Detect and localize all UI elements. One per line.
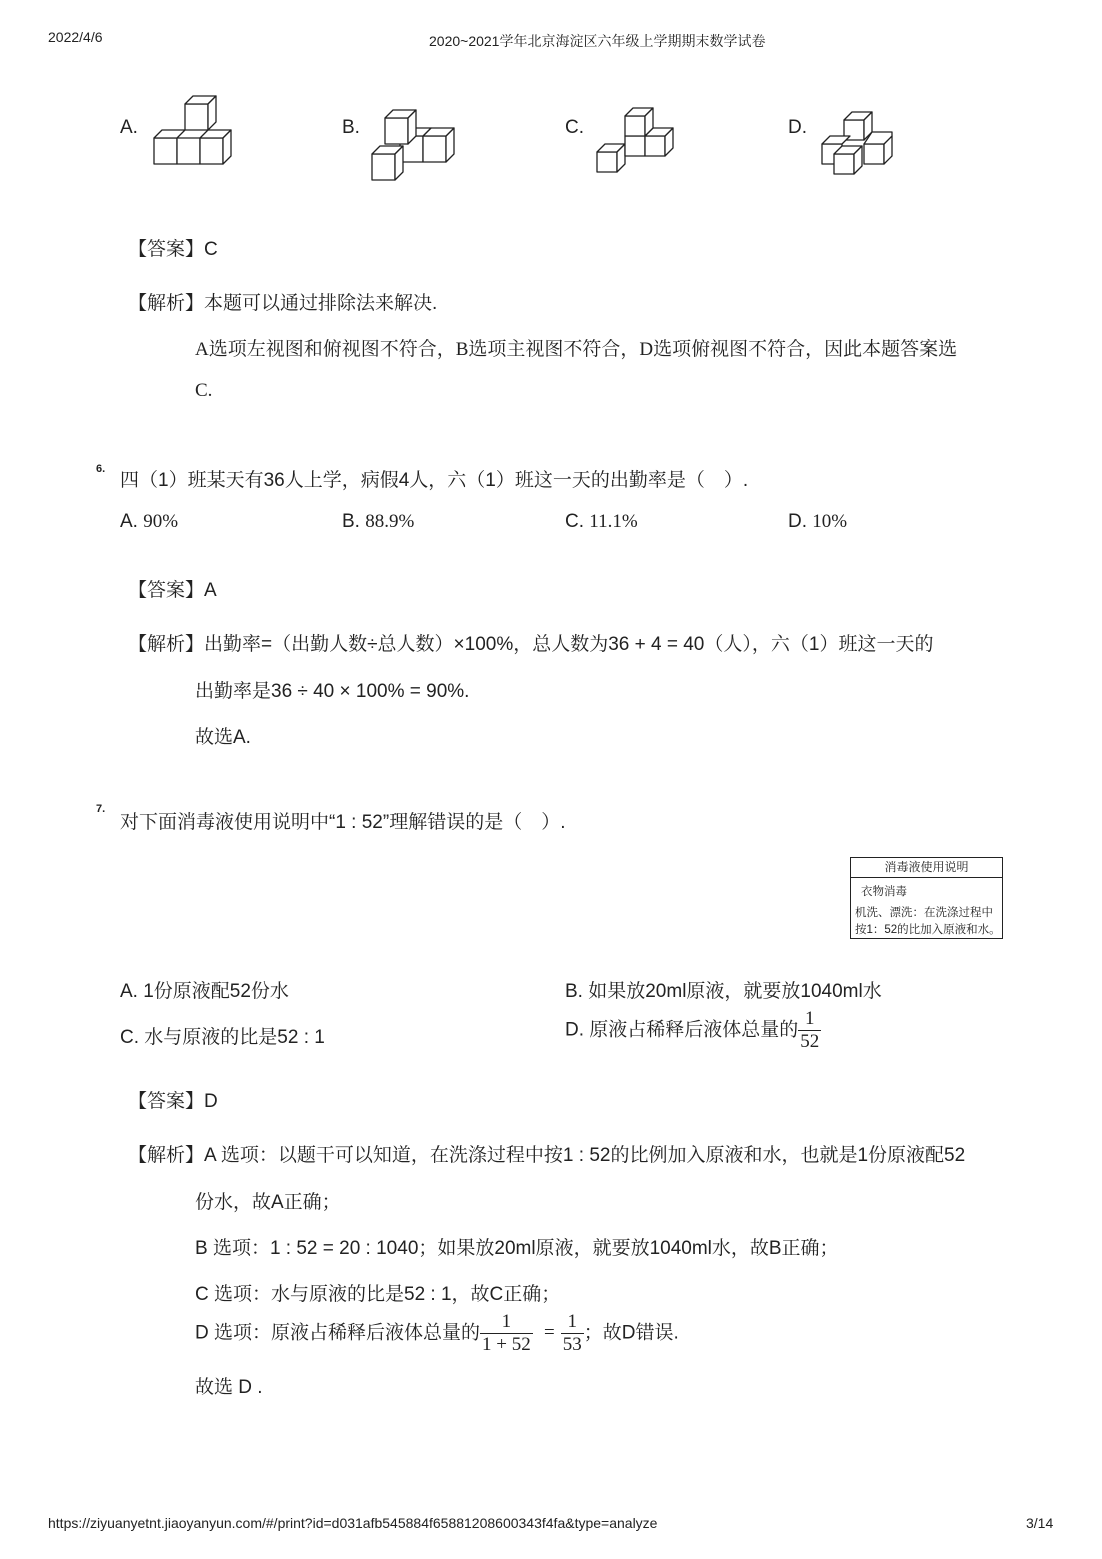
q7-stem: 对下面消毒液使用说明中“1 : 52”理解错误的是（ ）. <box>120 812 566 833</box>
q6-option-d <box>788 511 847 533</box>
q6-answer <box>128 575 217 602</box>
q6-stem: 四（1）班某天有36人上学，病假4人，六（1）班这一天的出勤率是（ ）. <box>120 470 749 491</box>
answer-label: 【答案】 <box>128 580 205 601</box>
analysis-label: 【解析】 <box>128 1145 205 1166</box>
option-text: 88.9% <box>365 511 415 532</box>
notice-title: 消毒液使用说明 <box>851 858 1002 878</box>
fraction-denominator: 1 + 52 <box>482 1333 531 1355</box>
q5-option-b-figure <box>370 110 470 185</box>
source-url-link[interactable]: https://ziyuanyetnt.jiaoyanyun.com/#/print?id=d031afb545884f65881208600343f4fa&type=analyze <box>48 1515 658 1531</box>
analysis-label: 【解析】 <box>128 293 205 314</box>
q7-analysis-line4: C 选项：水与原液的比是52 : 1，故C正确； <box>195 1284 561 1305</box>
analysis-intro: 本题可以通过排除法来解决. <box>204 293 438 314</box>
notice-line-3: 按1：52的比加入原液和水。 <box>855 924 1001 936</box>
answer-value: D <box>204 1091 218 1112</box>
option-text: 11.1% <box>589 511 638 532</box>
q6-analysis <box>128 629 933 656</box>
analysis-line1: 出勤率=（出勤人数÷总人数）×100%，总人数为36 + 4 = 40（人），六（1）班这一天的 <box>204 634 934 655</box>
q7-option-d <box>565 1008 821 1053</box>
option-text: 90% <box>143 511 179 532</box>
q6-analysis-line3: 故选A. <box>195 727 251 748</box>
q5-option-d-figure <box>820 112 910 180</box>
q7-answer <box>128 1086 218 1113</box>
q7-number: 7. <box>96 803 106 815</box>
analysis-line1: A 选项：以题干可以知道，在洗涤过程中按1 : 52的比例加入原液和水，也就是1份原液配52 <box>204 1145 966 1166</box>
q6-analysis-line2: 出勤率是36 ÷ 40 × 100% = 90%. <box>195 681 470 702</box>
q5-analysis <box>128 288 437 315</box>
option-text: 10% <box>812 511 848 532</box>
q5-option-c-figure <box>595 110 685 175</box>
q5-analysis-line1: A选项左视图和俯视图不符合，B选项主视图不符合，D选项俯视图不符合，因此本题答案选 <box>195 339 958 360</box>
fraction-numerator: 1 <box>805 1008 815 1029</box>
analysis-label: 【解析】 <box>128 634 205 655</box>
q7-option-b: B. 如果放20ml原液，就要放1040ml水 <box>565 981 882 1002</box>
q6-option-a <box>120 511 178 533</box>
q5-option-b-label: B. <box>342 117 360 138</box>
q6-number: 6. <box>96 463 106 475</box>
option-letter: A. <box>120 511 138 532</box>
q6-option-c <box>565 511 638 533</box>
document-title: 2020~2021学年北京海淀区六年级上学期期末数学试卷 <box>429 33 766 49</box>
fraction-numerator: 1 <box>501 1311 512 1332</box>
fraction-one-over-53 <box>561 1311 584 1356</box>
q7-analysis-line5 <box>195 1311 679 1356</box>
q5-option-c-label: C. <box>565 117 584 138</box>
q5-option-a-label: A. <box>120 117 138 138</box>
answer-value: A <box>204 580 217 601</box>
answer-label: 【答案】 <box>128 239 205 260</box>
page-number: 3/14 <box>1026 1515 1054 1531</box>
analysis-line5-post: ；故D错误. <box>583 1322 679 1344</box>
option-letter: B. <box>342 511 360 532</box>
q5-answer <box>128 234 218 261</box>
notice-line-2: 机洗、漂洗：在洗涤过程中 <box>855 907 993 919</box>
q5-option-d-label: D. <box>788 117 807 138</box>
q7-analysis-line6: 故选 D . <box>195 1377 263 1398</box>
option-d-text: D. 原液占稀释后液体总量的 <box>565 1019 799 1041</box>
fraction-denominator: 53 <box>562 1333 582 1355</box>
q7-analysis-line2: 份水，故A正确； <box>195 1192 341 1213</box>
equals-sign: = <box>544 1322 555 1344</box>
q7-analysis-line3: B 选项：1 : 52 = 20 : 1040；如果放20ml原液，就要放1040ml水，故B正确； <box>195 1238 839 1259</box>
q7-option-c: C. 水与原液的比是52 : 1 <box>120 1027 325 1048</box>
option-letter: C. <box>565 511 584 532</box>
analysis-line5-pre: D 选项：原液占稀释后液体总量的 <box>195 1322 481 1344</box>
fraction-denominator: 52 <box>800 1030 820 1052</box>
fraction-one-over-52 <box>798 1008 821 1053</box>
print-date: 2022/4/6 <box>48 29 103 45</box>
q6-option-b <box>342 511 414 533</box>
answer-label: 【答案】 <box>128 1091 205 1112</box>
answer-value: C <box>204 239 218 260</box>
notice-line-1: 衣物消毒 <box>861 886 907 898</box>
fraction-one-over-1-plus-52 <box>480 1311 533 1356</box>
q5-option-a-figure <box>150 108 240 168</box>
q7-option-a: A. 1份原液配52份水 <box>120 981 289 1002</box>
q7-analysis <box>128 1140 965 1167</box>
fraction-numerator: 1 <box>567 1311 577 1332</box>
disinfectant-instructions-box <box>850 857 1003 939</box>
option-letter: D. <box>788 511 807 532</box>
q5-analysis-line2: C. <box>195 380 213 401</box>
